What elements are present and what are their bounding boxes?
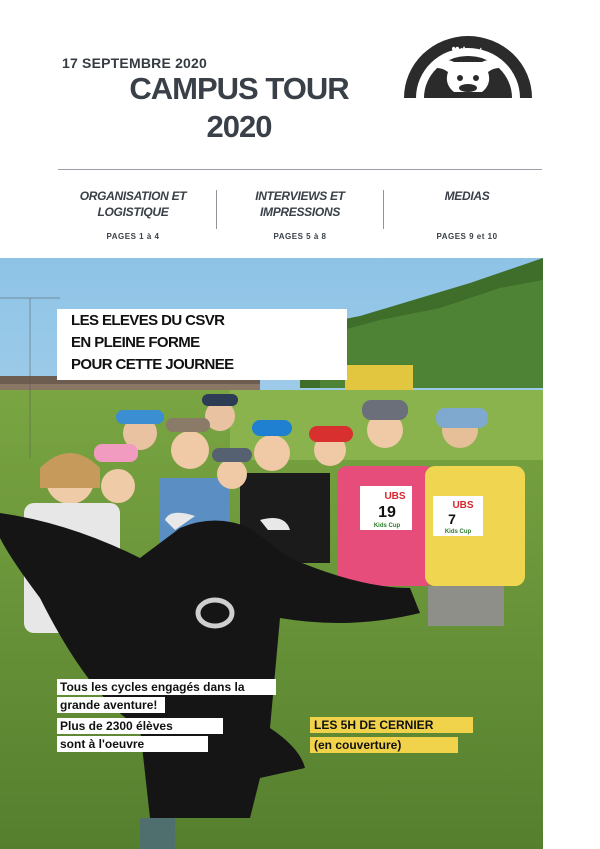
bib-brand: UBS <box>384 491 406 502</box>
section-title-line: LOGISTIQUE <box>97 205 169 219</box>
issue-date: 17 SEPTEMBRE 2020 <box>62 55 208 71</box>
headline-line: LES ELEVES DU CSVR <box>71 312 225 329</box>
logo-symbols: ♥✱≈+ <box>450 46 486 57</box>
title-line-2: 2020 <box>206 109 272 144</box>
bull-head-logo-icon <box>402 34 534 100</box>
section-organisation[interactable] <box>58 188 208 241</box>
section-pages: PAGES 5 à 8 <box>273 232 327 241</box>
bib-brand: UBS <box>452 500 474 511</box>
headline-line: POUR CETTE JOURNEE <box>71 356 234 373</box>
section-divider <box>383 190 384 229</box>
section-medias[interactable] <box>392 188 542 241</box>
caption-line: Plus de 2300 élèves <box>57 718 223 734</box>
bib-sub: Kids Cup <box>444 529 472 535</box>
section-title-line: IMPRESSIONS <box>259 205 341 219</box>
title-line-1: CAMPUS TOUR <box>129 71 349 106</box>
page-title <box>116 70 362 146</box>
caption-line: Tous les cycles engagés dans la <box>57 679 276 695</box>
bib-number: 19 <box>378 504 396 521</box>
header-divider <box>58 169 542 170</box>
section-divider <box>216 190 217 229</box>
caption-line: sont à l'oeuvre <box>57 736 208 752</box>
section-interviews[interactable] <box>225 188 375 241</box>
yellow-caption: (en couverture) <box>310 737 458 753</box>
caption-line: grande aventure! <box>57 697 165 713</box>
logo <box>402 34 534 100</box>
bib-sub: Kids Cup <box>373 523 401 529</box>
yellow-caption: LES 5H DE CERNIER <box>310 717 473 733</box>
headline-line: EN PLEINE FORME <box>71 334 200 351</box>
bib-number: 7 <box>448 511 456 527</box>
section-title-line: MEDIAS <box>444 189 490 203</box>
section-title <box>392 188 542 204</box>
section-pages: PAGES 1 à 4 <box>106 232 160 241</box>
section-pages: PAGES 9 et 10 <box>436 232 498 241</box>
section-title <box>225 188 375 220</box>
section-title-line: ORGANISATION ET <box>79 189 187 203</box>
section-title <box>58 188 208 220</box>
section-title-line: INTERVIEWS ET <box>255 189 345 203</box>
headline-box <box>57 309 347 380</box>
